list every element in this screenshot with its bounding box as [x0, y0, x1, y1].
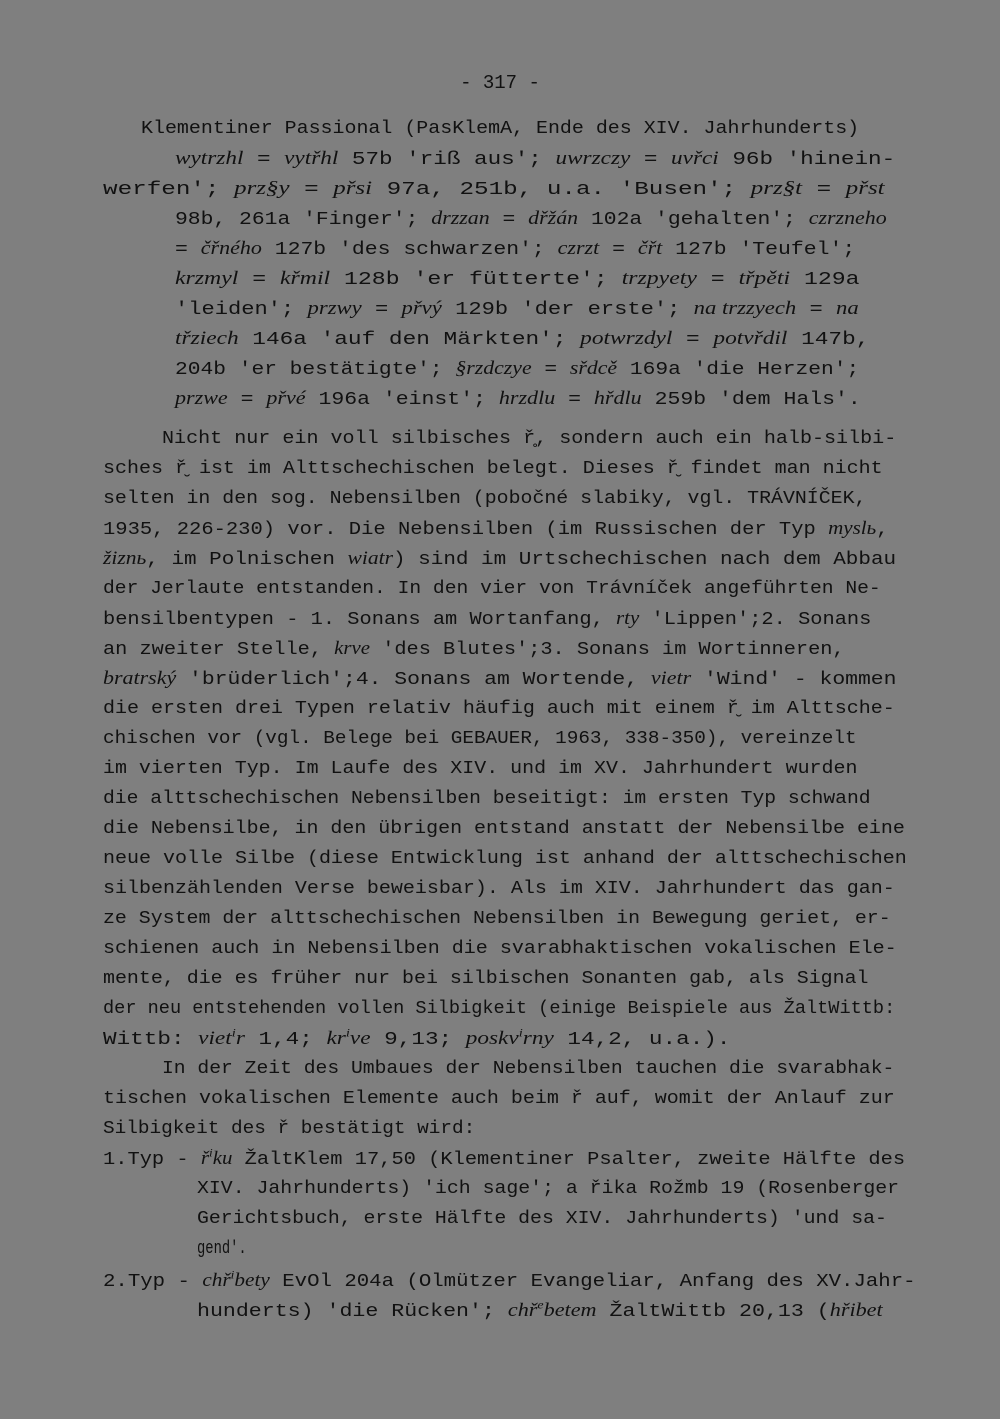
text-line: sches ř̮ ist im Alttschechischen belegt. Dieses ř̮ findet man nicht	[103, 458, 883, 479]
text-line: Nicht nur ein voll silbisches ř̥, sondern auch ein halb-silbi-	[162, 428, 897, 449]
text-line: krzmyl = křmil 128b 'er fütterte'; trzpyety = třpěti 129a	[175, 268, 860, 290]
text-line: werfen'; prz§y = přsi 97a, 251b, u.a. 'Busen'; prz§t = přst	[103, 178, 885, 200]
text-line: im vierten Typ. Im Laufe des XIV. und im XV. Jahrhundert wurden	[103, 758, 858, 779]
text-line: 98b, 261a 'Finger'; drzzan = dřžán 102a 'gehalten'; czrzneho	[175, 208, 887, 230]
text-line: tischen vokalischen Elemente auch beim ř auf, womit der Anlauf zur	[103, 1088, 895, 1109]
text-line: przwe = přvé 196a 'einst'; hrzdlu = hřdlu 259b 'dem Hals'.	[175, 388, 861, 410]
text-line: mente, die es früher nur bei silbischen Sonanten gab, als Signal	[103, 968, 869, 989]
text-line: die alttschechischen Nebensilben beseitigt: im ersten Typ schwand	[103, 788, 871, 809]
text-line: 204b 'er bestätigte'; §rzdczye = sřdcě 169a 'die Herzen';	[175, 358, 860, 380]
text-line: žiznь, im Polnischen wiatr) sind im Urtschechischen nach dem Abbau	[103, 548, 897, 570]
text-line: 2.Typ - chř$^i$bety EvOl 204a (Olmützer Evangeliar, Anfang des XV.Jahr-	[103, 1267, 916, 1292]
text-line: selten in den sog. Nebensilben (pobočné slabiky, vgl. TRÁVNÍČEK,	[103, 488, 867, 509]
text-line: der neu entstehenden vollen Silbigkeit (einige Beispiele aus ŽaltWittb:	[103, 998, 896, 1019]
text-line: Silbigkeit des ř bestätigt wird:	[103, 1118, 476, 1139]
text-line: silbenzählenden Verse beweisbar). Als im XIV. Jahrhundert das gan-	[103, 878, 895, 899]
text-line: bratrský 'brüderlich';4. Sonans am Wortende, vietr 'Wind' - kommen	[103, 668, 897, 690]
text-line: = čřného 127b 'des schwarzen'; czrzt = čřt 127b 'Teufel';	[175, 238, 856, 260]
text-line: gend'.	[197, 1238, 247, 1259]
text-line: Wittb: viet$^i$r 1,4; $kr^ive$ 9,13; poskv$^i$rny 14,2, u.a.).	[103, 1025, 731, 1050]
text-line: chischen vor (vgl. Belege bei GEBAUER, 1963, 338-350), vereinzelt	[103, 728, 857, 749]
text-line: In der Zeit des Umbaues der Nebensilben tauchen die svarabhak-	[162, 1058, 895, 1079]
text-line: ze System der alttschechischen Nebensilben in Bewegung geriet, er-	[103, 908, 891, 929]
text-line: 'leiden'; przwy = přvý 129b 'der erste'; na trzzyech = na	[175, 298, 859, 320]
text-line: 1935, 226-230) vor. Die Nebensilben (im Russischen der Typ myslь,	[103, 518, 889, 540]
text-line: hunderts) 'die Rücken'; chř$^e$betem ŽaltWittb 20,13 (hřibet	[197, 1297, 883, 1322]
text-line: an zweiter Stelle, krve 'des Blutes';3. Sonans im Wortinneren,	[103, 638, 845, 660]
text-line: die ersten drei Typen relativ häufig auch mit einem ř̮ im Alttsche-	[103, 698, 895, 719]
page-number: - 317 -	[460, 72, 540, 94]
text-line: wytrzhl = vytřhl 57b 'riß aus'; uwrzczy = uvřci 96b 'hinein-	[175, 148, 896, 170]
text-line: neue volle Silbe (diese Entwicklung ist anhand der alttschechischen	[103, 848, 907, 869]
text-line: die Nebensilbe, in den übrigen entstand anstatt der Nebensilbe eine	[103, 818, 905, 839]
text-line: XIV. Jahrhunderts) 'ich sage'; a řika Rožmb 19 (Rosenberger	[197, 1178, 900, 1199]
text-line: Gerichtsbuch, erste Hälfte des XIV. Jahrhunderts) 'und sa-	[197, 1208, 887, 1229]
text-line: $1.Typ - ř^iku$ ŽaltKlem 17,50 (Klementiner Psalter, zweite Hälfte des	[103, 1145, 906, 1170]
text-line: schienen auch in Nebensilben die svarabhaktischen vokalischen Ele-	[103, 938, 897, 959]
text-line: der Jerlaute entstanden. In den vier von Trávníček angeführten Ne-	[103, 578, 881, 599]
text-line: bensilbentypen - 1. Sonans am Wortanfang, rty 'Lippen';2. Sonans	[103, 608, 872, 630]
text-line: Klementiner Passional (PasKlemA, Ende des XIV. Jahrhunderts)	[141, 118, 860, 139]
text-line: třziech 146a 'auf den Märkten'; potwrzdyl = potvřdil 147b,	[175, 328, 870, 350]
